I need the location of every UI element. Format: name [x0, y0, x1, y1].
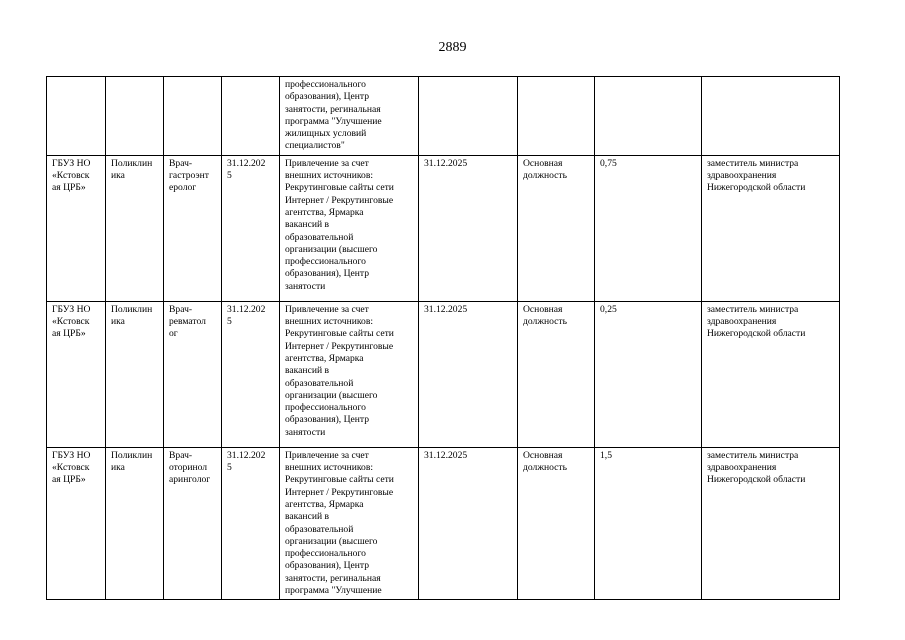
cell-deadline: 31.12.202 5: [222, 447, 280, 600]
cell-due-date: [419, 77, 518, 156]
cell-department: [106, 77, 164, 156]
cell-position: Врач- гастроэнт еролог: [164, 155, 222, 301]
cell-position: [164, 77, 222, 156]
cell-due-date: 31.12.2025: [419, 301, 518, 447]
cell-position: Врач- ревматол ог: [164, 301, 222, 447]
cell-organization: [47, 77, 106, 156]
cell-organization: ГБУЗ НО «Кстовск ая ЦРБ»: [47, 301, 106, 447]
cell-organization: ГБУЗ НО «Кстовск ая ЦРБ»: [47, 447, 106, 600]
cell-position: Врач- оторинол аринголог: [164, 447, 222, 600]
cell-due-date: 31.12.2025: [419, 155, 518, 301]
cell-rate: [595, 77, 702, 156]
table-row: [47, 447, 840, 600]
cell-recruitment-method: Привлечение за счет внешних источников: Рекрутинговые сайты сети Интернет / Рекрутинговые агентства, Ярмарка вакансий в образовательной организации (высшего профессионального образования), Центр занятости, регинальная программа "Улучшение: [280, 447, 419, 600]
cell-rate: 0,25: [595, 301, 702, 447]
table-row: [47, 77, 840, 156]
cell-responsible: [702, 77, 840, 156]
cell-deadline: [222, 77, 280, 156]
table-row: [47, 155, 840, 301]
cell-department: Поликлин ика: [106, 447, 164, 600]
cell-department: Поликлин ика: [106, 155, 164, 301]
cell-due-date: 31.12.2025: [419, 447, 518, 600]
cell-employment-type: Основная должность: [518, 301, 595, 447]
table-row: [47, 301, 840, 447]
cell-employment-type: Основная должность: [518, 155, 595, 301]
cell-rate: 1,5: [595, 447, 702, 600]
cell-recruitment-method: профессионального образования), Центр занятости, регинальная программа "Улучшение жилищных условий специалистов": [280, 77, 419, 156]
cell-rate: 0,75: [595, 155, 702, 301]
cell-responsible: заместитель министра здравоохранения Нижегородской области: [702, 301, 840, 447]
cell-organization: ГБУЗ НО «Кстовск ая ЦРБ»: [47, 155, 106, 301]
cell-recruitment-method: Привлечение за счет внешних источников: Рекрутинговые сайты сети Интернет / Рекрутинговые агентства, Ярмарка вакансий в образовательной организации (высшего профессионального образования), Центр занятости: [280, 301, 419, 447]
vacancy-table: [46, 76, 840, 600]
cell-department: Поликлин ика: [106, 301, 164, 447]
cell-deadline: 31.12.202 5: [222, 301, 280, 447]
page-number: 2889: [438, 40, 467, 55]
cell-employment-type: Основная должность: [518, 447, 595, 600]
cell-deadline: 31.12.202 5: [222, 155, 280, 301]
cell-responsible: заместитель министра здравоохранения Нижегородской области: [702, 155, 840, 301]
cell-recruitment-method: Привлечение за счет внешних источников: Рекрутинговые сайты сети Интернет / Рекрутинговые агентства, Ярмарка вакансий в образовательной организации (высшего профессионального образования), Центр занятости: [280, 155, 419, 301]
cell-employment-type: [518, 77, 595, 156]
cell-responsible: заместитель министра здравоохранения Нижегородской области: [702, 447, 840, 600]
